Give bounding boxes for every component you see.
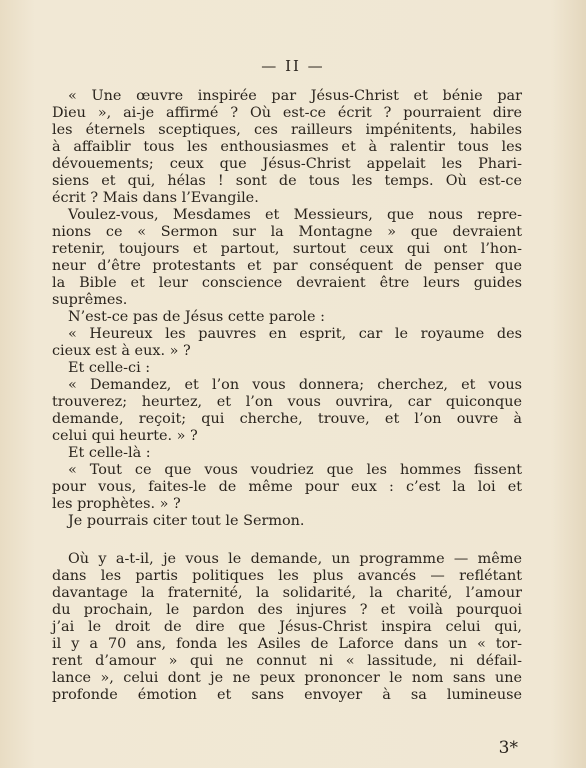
paragraph xyxy=(52,445,522,462)
text-line: trouverez; heurtez, et l’on vous ouvrira, car quiconque xyxy=(52,394,522,410)
text-line: Je pourrais citer tout le Sermon. xyxy=(68,513,305,529)
text-line: nions ce « Sermon sur la Montagne » que devraient xyxy=(52,224,522,240)
paragraph xyxy=(52,360,522,377)
paragraph xyxy=(52,207,522,309)
text-line: N’est-ce pas de Jésus cette parole : xyxy=(68,309,325,325)
paragraph xyxy=(52,88,522,207)
signature-mark: 3* xyxy=(498,738,518,758)
text-line: suprêmes. xyxy=(52,292,128,308)
text-line: neur d’être protestants et par conséquent de penser que xyxy=(52,258,522,274)
text-line: celui qui heurte. » ? xyxy=(52,428,198,444)
paragraph xyxy=(52,462,522,513)
paragraph xyxy=(52,513,522,530)
text-line: Et celle-ci : xyxy=(68,360,151,376)
text-line: profonde émotion et sans envoyer à sa lumineuse xyxy=(52,687,522,703)
page-number-header: — II — xyxy=(261,57,325,75)
text-line: « Une œuvre inspirée par Jésus-Christ et bénie par xyxy=(68,88,522,104)
text-line: Voulez-vous, Mesdames et Messieurs, que nous repre- xyxy=(68,207,522,223)
text-line: dans les partis politiques les plus avancés — reflétant xyxy=(52,568,522,584)
paragraph xyxy=(52,326,522,360)
text-line: du prochain, le pardon des injures ? et voilà pourquoi xyxy=(52,602,522,618)
text-line: « Tout ce que vous voudriez que les hommes fissent xyxy=(68,462,522,478)
text-line: Et celle-là : xyxy=(68,445,151,461)
text-line: dévouements; ceux que Jésus-Christ appelait les Phari- xyxy=(52,156,522,172)
text-line: j’ai le droit de dire que Jésus-Christ inspira celui qui, xyxy=(52,619,522,635)
text-line: il y a 70 ans, fonda les Asiles de Laforce dans un « tor- xyxy=(52,636,522,652)
body-text xyxy=(52,88,522,704)
text-line: Où y a-t-il, je vous le demande, un programme — même xyxy=(68,551,522,567)
paragraph xyxy=(52,309,522,326)
text-line: les éternels sceptiques, ces railleurs impénitents, habiles xyxy=(52,122,522,138)
text-line: rent d’amour » qui ne connut ni « lassitude, ni défail- xyxy=(52,653,522,669)
text-line: cieux est à eux. » ? xyxy=(52,343,191,359)
text-line: demande, reçoit; qui cherche, trouve, et l’on ouvre à xyxy=(52,411,522,427)
text-line: lance », celui dont je ne peux prononcer le nom sans une xyxy=(52,670,522,686)
text-line: à affaiblir tous les enthousiasmes et à ralentir tous les xyxy=(52,139,522,155)
text-line: « Heureux les pauvres en esprit, car le royaume des xyxy=(68,326,522,342)
paragraph xyxy=(52,377,522,445)
text-line: siens et qui, hélas ! sont de tous les temps. Où est-ce xyxy=(52,173,522,189)
text-line: écrit ? Mais dans l’Evangile. xyxy=(52,190,259,206)
text-line: pour vous, faites-le de même pour eux : c’est la loi et xyxy=(52,479,522,495)
text-line: retenir, toujours et partout, surtout ceux qui ont l’hon- xyxy=(52,241,522,257)
text-line: Dieu », ai-je affirmé ? Où est-ce écrit ? pourraient dire xyxy=(52,105,522,121)
paragraph-gap xyxy=(52,530,522,551)
text-line: la Bible et leur conscience devraient être leurs guides xyxy=(52,275,522,291)
text-line: davantage la fraternité, la solidarité, la charité, l’amour xyxy=(52,585,522,601)
text-line: les prophètes. » ? xyxy=(52,496,181,512)
paragraph xyxy=(52,551,522,704)
text-line: « Demandez, et l’on vous donnera; cherchez, et vous xyxy=(68,377,522,393)
